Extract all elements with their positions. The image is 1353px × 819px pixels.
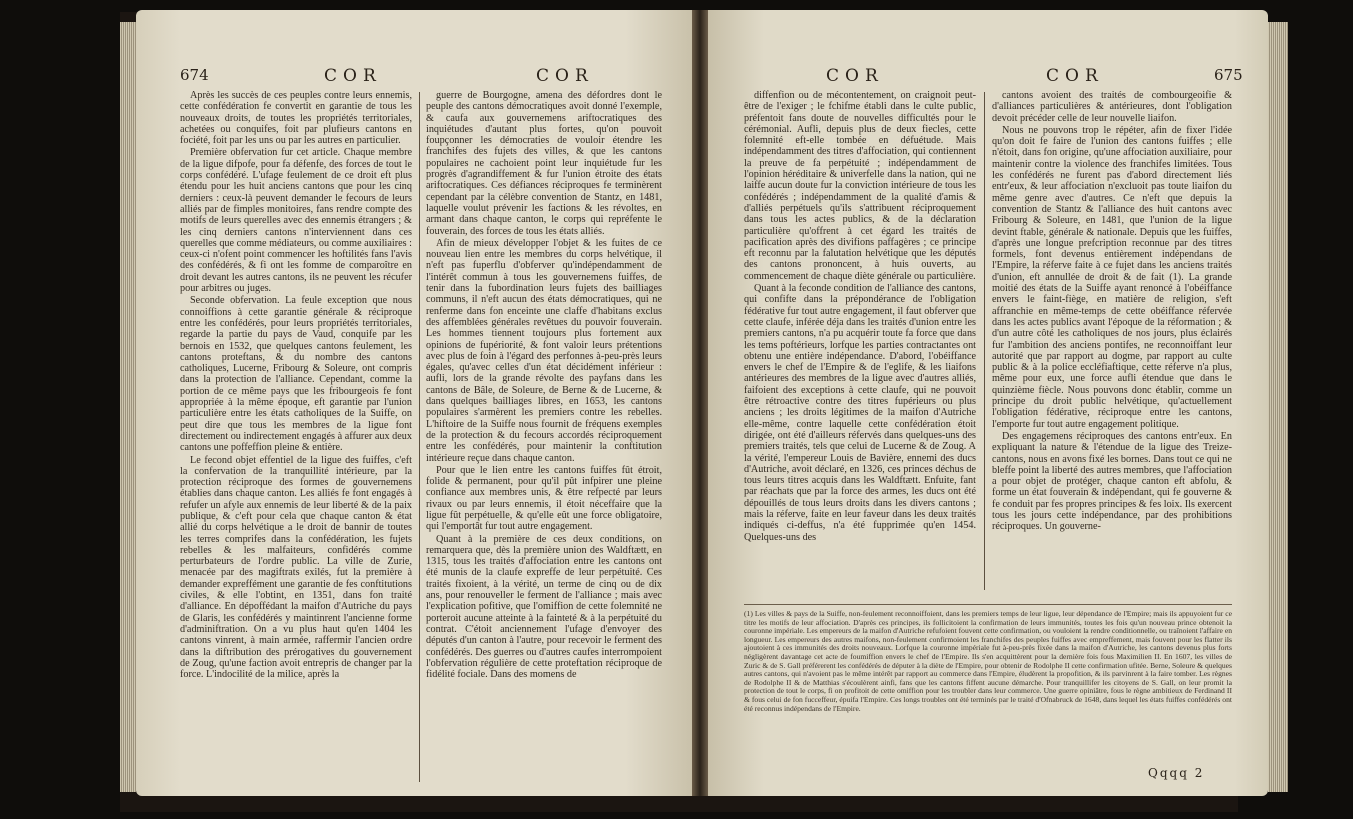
paragraph: Pour que le lien entre les cantons fuiffes fût étroit, folide & permanent, pour qu'il pût infpirer une pleine confiance aux membres unis, & être refpecté par leurs rivaux ou par leurs ennemis, il étoit néceffaire que la ligue fût perpétuelle, & qu'elle eût une force obligatoire, qui l'emportât fur tout autre engagement. (426, 464, 662, 533)
paragraph: Quant à la première de ces deux conditions, on remarquera que, dès la première union des Waldftætt, en 1315, tous les traités d'affociation entre les cantons ont été munis de la claufe expreffe de leur perpétuité. Ces traités fixoient, à la vérité, un terme de cinq ou de dix ans, pour renouveller le ferment de l'alliance ; mais avec l'explication pofitive, que l'omiffion de cette folemnité ne porteroit aucune atteinte à la fainteté & à la perpétuité du contrat. C'étoit anciennement l'ufage d'envoyer des députés d'un canton à l'autre, pour recevoir le ferment des confédérés. Des guerres ou d'autres caufes interrompoient l'obfervation régulière de cette proteftation réciproque de fidélité fociale. Dans des momens de (426, 533, 662, 681)
right-page (708, 10, 1268, 796)
paragraph: Nous ne pouvons trop le répéter, afin de fixer l'idée qu'on doit fe faire de l'union des cantons fuiffes ; elle n'étoit, dans fon origine, qu'une affociation auxiliaire, pour maintenir contre la violence des franchifes limitées. Tous les confédérés ne furent pas d'abord directement liés entr'eux, & leur affociation n'excluoit pas toute liaifon du même genre avec d'autres. Ce n'eft que depuis la convention de Stantz & l'alliance des huit cantons avec Fribourg & Soleure, en 1481, que l'union de la ligue devint ftable, générale & nationale. Depuis que les fuiffes, d'après une longue prefcription reconnue par des titres formels, font devenus entièrement indépendans de l'Empire, la réferve faite à ce fujet dans les anciens traités d'union, eft annullée de droit & de fait (1). La grande moitié des états de la Suiffe ayant renoncé à l'obéiffance envers le faint-fiège, en matière de religion, s'eft affranchie en même-temps de cette obéiffance réfervée dans les actes publics avant l'époque de la réformation ; & d'un autre côté les catholiques de nos jours, plus éclairés fur l'ambition des anciens pontifes, ne reconnoiffant leur autorité que par rapport au dogme, par rapport au culte public & à la police eccléfiaftique, cette réferve n'a plus, même pour eux, une force aufli étendue que dans le quinzième fiècle. Nous pouvons donc établir, comme un principe du droit public helvétique, qu'actuellement l'obligation fédérative, réciproque entre les cantons, l'emporte fur tout autre engagement politique. (992, 124, 1232, 430)
column-divider (419, 92, 420, 782)
paragraph: Première obfervation fur cet article. Chaque membre de la ligue difpofe, pour fa défenfe, des forces de tout le corps confédéré. L'ufage feulement de ce droit eft plus étendu pour les huit anciens cantons que pour les cinq derniers : ceux-là peuvent demander le fecours de leurs alliés par de fimples monitoires, fans rendre compte des motifs de leurs querelles avec des ennemis étrangers ; & les cinq derniers cantons n'interviennent dans ces querelles que comme médiateurs, ou comme auxiliaires : ceux-ci n'ofent point commencer les hoftilités fans l'avis des confédérés, & fi ont les fomme de comparoître en droit devant les autres cantons, ils ne peuvent les récufer pour arbitres ou juges. (180, 147, 412, 295)
left-page-column-2 (426, 90, 662, 681)
paragraph: diffenfion ou de mécontentement, on craignoit peut-être de l'exiger ; le fchifme établi dans le culte public, préfentoit fans doute de nouvelles difficultés pour le cérémonial. Aufli, depuis plus de deux fiecles, cette folemnité eft-elle tombée en défuétude. Mais indépendamment des titres d'affociation, qui contiennent la preuve de fa perpétuité ; indépendamment de l'opinion héréditaire & univerfelle dans la nation, qui ne laiffe aucun doute fur la conviction intérieure de tous les confédérés ; indépendamment de la qualité d'amis & d'alliés perpétuels qu'ils s'attribuent réciproquement dans tous les actes publics, & de la déclaration particulière qu'offrent à cet égard les traités de pacification après des divifions paffagères ; ce principe eft reconnu par la falutation helvétique que les députés des cantons prononcent, à huis ouverts, au commencement de chaque diète générale ou particulière. (744, 90, 976, 282)
left-page-column-1 (180, 90, 412, 681)
page-number-left: 674 (180, 66, 209, 84)
right-page-column-2 (992, 90, 1232, 590)
paragraph: guerre de Bourgogne, amena des défordres dont le peuple des cantons démocratiques avoit donné l'exemple, & caufa aux gouvernemens ariftocratiques des inquiétudes d'autant plus fortes, qu'on pouvoit foupçonner les démocraties de vouloir étendre les franchifes des fujets des villes, & que les cantons populaires ne cachoient point leur inquiétude fur les progrès d'agrandiffement & fur l'union étroite des états ariftocratiques. Ces défiances réciproques fe terminèrent cependant par la célèbre convention de Stantz, en 1481, laquelle voulut prévenir les factions & les révoltes, en armant dans chaque canton, le corps qui repréfente le fouverain, des forces de tous les états alliés. (426, 90, 662, 237)
book-gutter (692, 10, 708, 796)
right-page-edges (1268, 22, 1288, 792)
paragraph: Des engagemens réciproques des cantons entr'eux. En expliquant la nature & l'étendue de la ligue des Treize-cantons, nous en avons fixé les bornes. Dans tout ce qui ne bleffe point la liberté des autres membres, que l'affociation a pour objet de protéger, chaque canton eft abfolu, & forme un état fouverain & indépendant, qui fe gouverne & fe conduit par fes propres principes & fes loix. Ils exercent tous les jours cette indépendance, par des prohibitions réciproques. Un gouverne- (992, 430, 1232, 533)
paragraph: Seconde obfervation. La feule exception que nous connoiffions à cette garantie générale & réciproque entre les confédérés, pour leurs propriétés territoriales, regarde la partie du pays de Vaud, conquife par les bernois en 1532, que quelques cantons feulement, les cantons proteftans, & du nombre des cantons catholiques, Lucerne, Fribourg & Soleure, ont compris dans la protection de l'alliance. Cependant, comme la portion de ce même pays que les fribourgeois fe font appropriée à la même époque, eft garantie par l'union particulière entre les états catholiques de la Suiffe, on peut dire que tous les membres de la ligue font directement ou indirectement engagés à affurer aux deux cantons une poffeffion pleine & entière. (180, 295, 412, 454)
left-page-edges (120, 22, 136, 792)
running-head-left-col1: COR (324, 66, 382, 86)
footnote: (1) Les villes & pays de la Suiffe, non-feulement reconnoiffoient, dans les premiers temps de leur ligue, leur dépendance de l'Empire; mais ils appuyoient fur ce titre les motifs de leur affociation. D'après ces principes, ils follicitoient la confirmation de leurs immunités, toutes les fois qu'un nouveau prince obtenoit la couronne impériale. Les empereurs de la maifon d'Autriche refufoient fouvent cette confirmation, ou vouloient la rendre conditionnelle, ou traînoient l'affaire en longueur. Les empereurs des autres maifons, non-feulement confirmoient les franchifes des peuples fuiffes avec empreffement, mais fouvent pour les flatter ils ajoutoient à ces immunités des droits nouveaux. Lorfque la couronne impériale fut à-peu-près fixée dans la maifon d'Autriche, les cantons devenus plus forts négligèrent davantage cet acte de foumiffion envers le chef de l'Empire. Ils s'en acquittèrent pour la dernière fois fous Maximilien II. En 1607, les villes de Zuric & de S. Gall préférerent les confédérés de députer à la diète de l'Empire, pour obtenir de Rodolphe II cette confirmation ufitée. Berne, Soleure & quelques autres cantons, qui n'avoient pas le même intérêt par rapport au commerce dans l'Empire, éludèrent la propofition, & ils parvinrent à la faire tomber. Les règnes de Rodolphe II & de Matthias s'écoulèrent ainfi, fans que les cantons fiffent aucune démarche. Pour tranquillifer les citoyens de S. Gall, on leur promit la protection de tout le corps, fi on profitoit de cette omiffion pour les troubler dans leur commerce. Une guerre opiniâtre, fous le règne ambitieux de Ferdinand II & fous celui de fon fucceffeur, épuifa l'Empire. Ces longs troubles ont été terminés par le traité d'Ofnabruck de 1648, dans lequel les états fuiffes confédérés ont été reconnus indépendans de l'Empire. (744, 610, 1232, 713)
running-head-left-col2: COR (536, 66, 594, 86)
paragraph: cantons avoient des traités de combourgeoifie & d'alliances particulières & antérieures, dont l'obligation devoit précéder celle de leur nouvelle liaifon. (992, 90, 1232, 124)
page-number-right: 675 (1214, 66, 1243, 84)
paragraph: Après les succès de ces peuples contre leurs ennemis, cette confédération fe convertit en garantie de tous les nouveaux droits, de toutes les propriétés territoriales, achetées ou conquifes, foit par plufieurs cantons en fociété, foit par les uns ou par les autres en particulier. (180, 90, 412, 147)
paragraph: Le fecond objet effentiel de la ligue des fuiffes, c'eft la confervation de la tranquillité intérieure, par la protection réciproque des formes de gouvernemens établies dans chaque canton. Les alliés fe font engagés à refufer un afyle aux ennemis de leur liberté & de la paix publique, & c'eft pour cela que chaque canton & état allié du corps helvétique a le droit de bannir de toutes les terres comprifes dans la confédération, les fujets rebelles & les malfaiteurs, confidérés comme perturbateurs de l'ordre public. La ville de Zurie, menacée par des magiftrats exilés, fut la première à demander expreffément une garantie de fes conftitutions civiles, & elle l'obtint, en 1351, dans fon traité d'alliance. En dépoffédant la maifon d'Autriche du pays de Glaris, les confédérés y maintinrent l'ancienne forme d'adminiftration. On a vu plus haut qu'en 1404 les cantons vinrent, à main armée, raffermir l'ancien ordre dans la diftribution des prérogatives du gouvernement de Zoug, qu'une faction avoit entrepris de changer par la force. L'indocilité de la milice, après la (180, 454, 412, 681)
paragraph: Afin de mieux développer l'objet & les fuites de ce nouveau lien entre les membres du corps helvétique, il n'eft pas fuperflu d'obferver qu'indépendamment de l'intérêt commun à tous les gouvernemens fuiffes, de tenir dans la fubordination leurs fujets des bailliages communs, il n'eft aucun des états démocratiques, qui ne renferme dans fon enceinte une claffe d'habitans exclus des affemblées générales revêtues du pouvoir fouverain. Les hommes tiennent toujours plus fortement aux opinions de fupériorité, & font valoir leurs prétentions avec plus de foin à l'égard des perfonnes à-peu-près leurs égales, qu'avec celles d'un état décidément inférieur : aufli, lors de la grande révolte des payfans dans les cantons de Bâle, de Soleure, de Berne & de Lucerne, & dans quelques bailliages libres, en 1653, les cantons populaires s'armèrent les premiers contre les rebelles. L'hiftoire de la Suiffe nous fournit de fréquens exemples de la protection & du fecours accordés réciproquement entre les confédérés, pour maintenir la conftitution intérieure reçue dans chaque canton. (426, 237, 662, 464)
right-page-column-1 (744, 90, 976, 590)
footnote-rule (744, 604, 1232, 605)
running-head-right-col2: COR (1046, 66, 1104, 86)
paragraph: Quant à la feconde condition de l'alliance des cantons, qui confifte dans la prépondérance de l'obligation fédérative fur tout autre engagement, il faut obferver que cette claufe, inférée déja dans les traités d'union entre les premiers cantons, n'a pu acquérir toute fa force que dans les tems poftérieurs, lorfque les parties contractantes ont obtenu une entière indépendance. D'abord, l'obéiffance envers le chef de l'Empire & de l'eglife, & les liaifons antérieures des membres de la ligue avec d'autres alliés, faifoient des exceptions à cette claufe, qui ne pouvoit être rétroactive contre des titres fupérieurs ou plus anciens ; les droits légitimes de la maifon d'Autriche elle-même, contre laquelle cette confédération étoit dirigée, ont été d'ailleurs réfervés dans quelques-uns des premiers traités, tels que celui de Lucerne & de Zoug. A la vérité, l'empereur Louis de Bavière, ennemi des ducs d'Autriche, avoit déclaré, en 1326, ces princes déchus de tous leurs titres acquis dans les Waldftætt. Enfuite, fant par réachats que par la force des armes, les ducs ont été dépouillés de tous leurs droits dans les divers cantons ; mais la réferve, faite en leur faveur dans les deux traités indiqués ci-deffus, n'a été fupprimée qu'en 1454. Quelques-uns des (744, 283, 976, 543)
signature-mark: Qqqq 2 (1148, 766, 1205, 780)
left-page (136, 10, 692, 796)
running-head-right-col1: COR (826, 66, 884, 86)
column-divider (984, 92, 985, 590)
